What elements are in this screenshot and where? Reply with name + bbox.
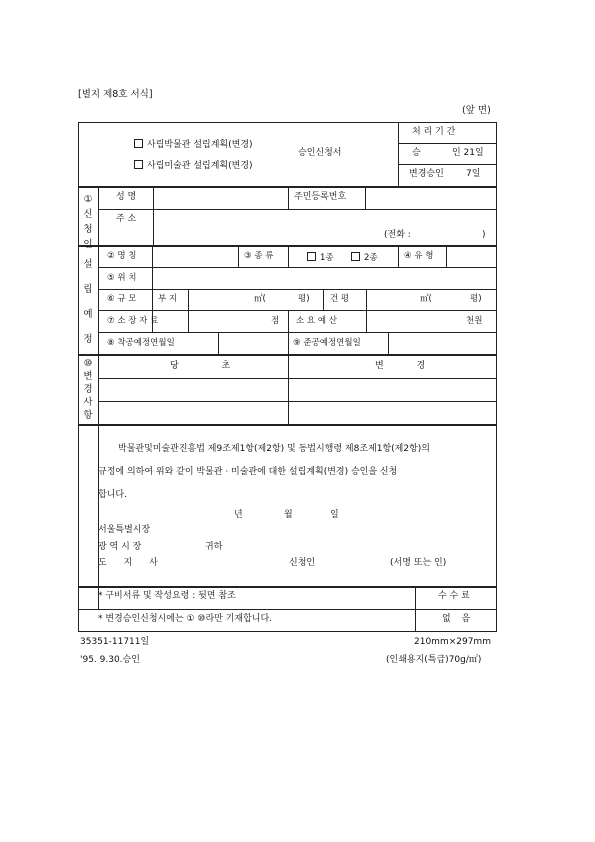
kind-field[interactable] [449, 248, 494, 264]
museum-name-field[interactable] [155, 248, 235, 264]
collection-label: ⑦ 소 장 자 료 [107, 316, 159, 326]
note-change-request: * 변경승인신청시에는 ① ⑩라만 기재합니다. [98, 614, 273, 624]
scale-label: ⑥ 규 모 [107, 294, 137, 304]
budget-unit: 천원 [466, 316, 483, 326]
applicant-section-label: ① 신 청 인 [83, 194, 93, 250]
fee-header: 수 수 료 [438, 591, 470, 601]
form-code: 35351-11711일 [80, 637, 150, 647]
form-label: [별지 제8호 서식] [78, 89, 153, 100]
land-unit-sqm: ㎡( [254, 294, 266, 304]
changes-section-label: ⑩ 변 경 사 항 [83, 358, 93, 421]
address-field[interactable] [156, 212, 494, 242]
approval-days: 인 21일 [452, 148, 484, 158]
land-unit-pyeong: 평) [298, 294, 310, 304]
applicant-sign-label: 신청인 [289, 558, 316, 568]
finish-date-label: ⑨ 준공예정연월일 [293, 338, 361, 348]
gallery-option[interactable]: 사립미술관 설립계획(변경) [134, 160, 253, 171]
address-label: 주 소 [116, 214, 137, 224]
building-unit-sqm: ㎡( [420, 294, 432, 304]
approval-label: 승 [412, 148, 421, 158]
signature-label: (서명 또는 인) [390, 558, 447, 568]
phone-label: (전화 : [384, 230, 411, 240]
location-label: ⑤ 위 치 [107, 273, 137, 283]
name-field[interactable] [156, 190, 284, 206]
budget-label: 소 요 예 산 [296, 316, 337, 326]
recipient-province: 도 지 사 [98, 558, 158, 568]
location-field[interactable] [155, 270, 494, 286]
kind-label: ④ 유 형 [404, 251, 434, 261]
honorific: 귀하 [205, 542, 223, 552]
plan-section-label: 설 립 예 정 [83, 259, 93, 345]
type-option-2[interactable]: 2종 [351, 252, 378, 263]
building-area-label: 건 평 [330, 294, 350, 304]
checkbox-icon[interactable] [307, 252, 316, 261]
statement-line-2: 규정에 의하여 위와 같이 박물관 · 미술관에 대한 설립계획(변경) 승인을 신청 [98, 467, 398, 477]
rrn-label: 주민등록번호 [294, 192, 347, 202]
start-date-field[interactable] [221, 335, 285, 351]
checkbox-icon[interactable] [134, 160, 143, 169]
museum-name-label: ② 명 칭 [107, 251, 137, 261]
checkbox-icon[interactable] [351, 252, 360, 261]
form-title: 승인신청서 [298, 148, 342, 158]
phone-close: ) [482, 230, 486, 240]
statement-line-1: 박물관및미술관진흥법 제9조제1항(제2항) 및 동법시행령 제8조제1항(제2항)의 [118, 444, 430, 454]
start-date-label: ⑧ 착공예정연월일 [107, 338, 175, 348]
rrn-field[interactable] [368, 190, 494, 206]
date-day: 일 [330, 510, 339, 520]
recipient-metro: 광 역 시 장 [98, 542, 142, 552]
building-unit-pyeong: 평) [470, 294, 482, 304]
approval-date: '95. 9.30.승인 [80, 655, 140, 665]
land-label: 부 지 [158, 294, 178, 304]
fee-value: 없 음 [442, 614, 471, 624]
type-label: ③ 종 류 [244, 251, 274, 261]
finish-date-field[interactable] [391, 335, 494, 351]
change-header: 변 경 [375, 361, 426, 371]
change-approval-label: 변경승인 [409, 169, 444, 179]
type-option-1[interactable]: 1종 [307, 252, 334, 263]
paper-size: 210mm×297mm [414, 637, 491, 647]
museum-option[interactable]: 사립박물관 설립계획(변경) [134, 139, 253, 150]
name-label: 성 명 [116, 192, 137, 202]
checkbox-icon[interactable] [134, 139, 143, 148]
period-header: 처 리 기 간 [412, 127, 456, 137]
paper-type: (인쇄용지(특급)70g/㎡) [386, 655, 482, 665]
change-approval-days: 7일 [466, 169, 481, 179]
collection-unit: 점 [271, 316, 280, 326]
recipient-seoul: 서울특별시장 [98, 525, 151, 535]
note-required-docs: * 구비서류 및 작성요령 : 뒷면 참조 [98, 591, 236, 601]
date-year: 년 [234, 510, 243, 520]
date-month: 월 [284, 510, 293, 520]
page-side-label: (앞 면) [462, 105, 491, 116]
original-header: 당 초 [170, 361, 231, 371]
statement-line-3: 합니다. [98, 490, 127, 500]
